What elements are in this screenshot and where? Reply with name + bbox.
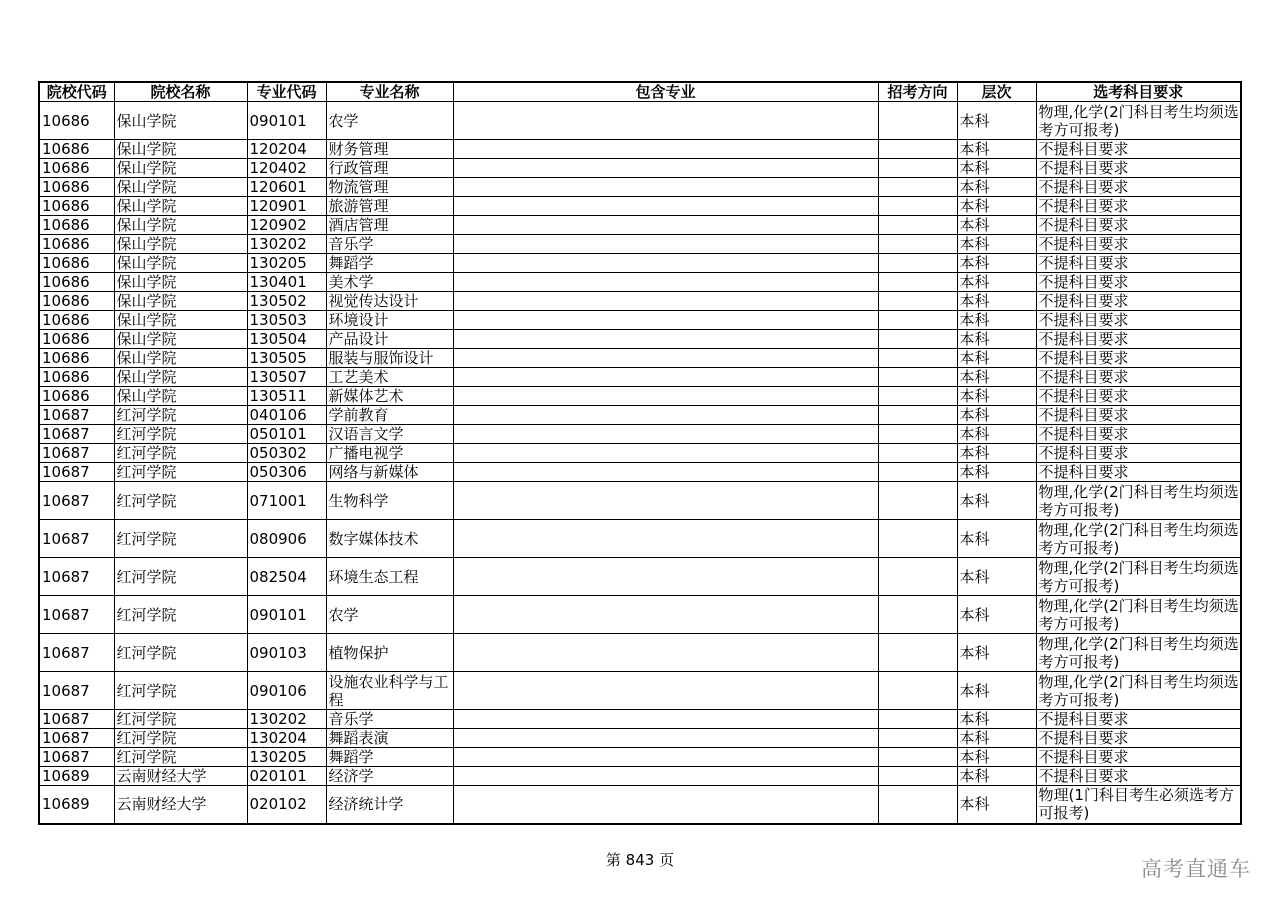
direction-cell: [878, 786, 957, 824]
school-code-cell: 10686: [39, 273, 114, 292]
included-majors-cell: [453, 672, 878, 710]
table-row: [39, 102, 1241, 140]
table-row: [39, 710, 1241, 729]
school-code-cell: 10687: [39, 710, 114, 729]
subject-requirement-cell: 不提科目要求: [1036, 349, 1241, 368]
major-code-cell: 130503: [247, 311, 326, 330]
major-name-cell: 环境设计: [326, 311, 453, 330]
major-name-cell: 行政管理: [326, 159, 453, 178]
school-code-cell: 10686: [39, 178, 114, 197]
included-majors-cell: [453, 368, 878, 387]
included-majors-cell: [453, 596, 878, 634]
major-code-cell: 120902: [247, 216, 326, 235]
major-code-cell: 082504: [247, 558, 326, 596]
school-name-cell: 红河学院: [114, 444, 247, 463]
subject-requirement-cell: 不提科目要求: [1036, 159, 1241, 178]
included-majors-cell: [453, 729, 878, 748]
level-cell: 本科: [957, 140, 1036, 159]
school-name-cell: 红河学院: [114, 520, 247, 558]
major-name-cell: 产品设计: [326, 330, 453, 349]
major-name-cell: 汉语言文学: [326, 425, 453, 444]
level-cell: 本科: [957, 368, 1036, 387]
direction-cell: [878, 273, 957, 292]
column-header: 专业代码: [247, 82, 326, 102]
major-name-cell: 经济统计学: [326, 786, 453, 824]
included-majors-cell: [453, 102, 878, 140]
school-name-cell: 云南财经大学: [114, 767, 247, 786]
school-name-cell: 红河学院: [114, 748, 247, 767]
table-row: [39, 406, 1241, 425]
included-majors-cell: [453, 710, 878, 729]
table-row: [39, 235, 1241, 254]
school-name-cell: 红河学院: [114, 729, 247, 748]
table-row: [39, 330, 1241, 349]
school-name-cell: 保山学院: [114, 178, 247, 197]
level-cell: 本科: [957, 235, 1036, 254]
level-cell: 本科: [957, 463, 1036, 482]
major-name-cell: 经济学: [326, 767, 453, 786]
school-name-cell: 保山学院: [114, 273, 247, 292]
major-name-cell: 物流管理: [326, 178, 453, 197]
direction-cell: [878, 292, 957, 311]
major-code-cell: 090103: [247, 634, 326, 672]
school-name-cell: 保山学院: [114, 349, 247, 368]
major-code-cell: 130507: [247, 368, 326, 387]
direction-cell: [878, 767, 957, 786]
level-cell: 本科: [957, 311, 1036, 330]
direction-cell: [878, 368, 957, 387]
school-name-cell: 保山学院: [114, 235, 247, 254]
subject-requirement-cell: 不提科目要求: [1036, 178, 1241, 197]
subject-requirement-cell: 物理,化学(2门科目考生均须选考方可报考): [1036, 558, 1241, 596]
major-name-cell: 工艺美术: [326, 368, 453, 387]
page-number: 第 843 页: [605, 851, 675, 869]
table-row: [39, 425, 1241, 444]
school-name-cell: 红河学院: [114, 634, 247, 672]
direction-cell: [878, 444, 957, 463]
subject-requirement-cell: 物理,化学(2门科目考生均须选考方可报考): [1036, 596, 1241, 634]
included-majors-cell: [453, 406, 878, 425]
major-name-cell: 农学: [326, 596, 453, 634]
subject-requirement-cell: 不提科目要求: [1036, 425, 1241, 444]
school-name-cell: 保山学院: [114, 140, 247, 159]
table-row: [39, 558, 1241, 596]
direction-cell: [878, 140, 957, 159]
school-code-cell: 10687: [39, 748, 114, 767]
school-code-cell: 10687: [39, 425, 114, 444]
level-cell: 本科: [957, 102, 1036, 140]
major-code-cell: 020102: [247, 786, 326, 824]
direction-cell: [878, 425, 957, 444]
school-name-cell: 保山学院: [114, 102, 247, 140]
school-code-cell: 10686: [39, 159, 114, 178]
subject-requirement-cell: 不提科目要求: [1036, 235, 1241, 254]
major-code-cell: 050306: [247, 463, 326, 482]
school-code-cell: 10687: [39, 729, 114, 748]
major-name-cell: 财务管理: [326, 140, 453, 159]
major-code-cell: 120601: [247, 178, 326, 197]
school-code-cell: 10687: [39, 558, 114, 596]
level-cell: 本科: [957, 387, 1036, 406]
included-majors-cell: [453, 216, 878, 235]
table-row: [39, 178, 1241, 197]
included-majors-cell: [453, 634, 878, 672]
subject-requirement-cell: 物理,化学(2门科目考生均须选考方可报考): [1036, 672, 1241, 710]
direction-cell: [878, 216, 957, 235]
school-code-cell: 10686: [39, 387, 114, 406]
level-cell: 本科: [957, 672, 1036, 710]
major-code-cell: 120204: [247, 140, 326, 159]
direction-cell: [878, 159, 957, 178]
level-cell: 本科: [957, 729, 1036, 748]
major-code-cell: 090106: [247, 672, 326, 710]
table-row: [39, 463, 1241, 482]
school-name-cell: 红河学院: [114, 425, 247, 444]
level-cell: 本科: [957, 596, 1036, 634]
direction-cell: [878, 672, 957, 710]
table-row: [39, 368, 1241, 387]
school-name-cell: 保山学院: [114, 216, 247, 235]
school-name-cell: 保山学院: [114, 292, 247, 311]
subject-requirement-cell: 不提科目要求: [1036, 254, 1241, 273]
level-cell: 本科: [957, 786, 1036, 824]
school-name-cell: 红河学院: [114, 710, 247, 729]
school-code-cell: 10687: [39, 634, 114, 672]
school-code-cell: 10686: [39, 311, 114, 330]
level-cell: 本科: [957, 520, 1036, 558]
direction-cell: [878, 558, 957, 596]
table-row: [39, 197, 1241, 216]
school-code-cell: 10689: [39, 767, 114, 786]
level-cell: 本科: [957, 197, 1036, 216]
major-code-cell: 130202: [247, 710, 326, 729]
included-majors-cell: [453, 482, 878, 520]
school-code-cell: 10687: [39, 444, 114, 463]
table-row: [39, 634, 1241, 672]
school-code-cell: 10686: [39, 368, 114, 387]
major-code-cell: 080906: [247, 520, 326, 558]
table-row: [39, 786, 1241, 824]
table-row: [39, 311, 1241, 330]
included-majors-cell: [453, 748, 878, 767]
subject-requirement-cell: 不提科目要求: [1036, 216, 1241, 235]
direction-cell: [878, 102, 957, 140]
included-majors-cell: [453, 767, 878, 786]
major-name-cell: 环境生态工程: [326, 558, 453, 596]
major-name-cell: 农学: [326, 102, 453, 140]
level-cell: 本科: [957, 558, 1036, 596]
level-cell: 本科: [957, 444, 1036, 463]
column-header: 专业名称: [326, 82, 453, 102]
included-majors-cell: [453, 235, 878, 254]
table-row: [39, 444, 1241, 463]
major-code-cell: 120402: [247, 159, 326, 178]
subject-requirement-cell: 不提科目要求: [1036, 311, 1241, 330]
school-code-cell: 10687: [39, 672, 114, 710]
direction-cell: [878, 482, 957, 520]
column-header: 院校名称: [114, 82, 247, 102]
school-code-cell: 10687: [39, 406, 114, 425]
level-cell: 本科: [957, 178, 1036, 197]
school-name-cell: 红河学院: [114, 596, 247, 634]
included-majors-cell: [453, 330, 878, 349]
subject-requirement-cell: 不提科目要求: [1036, 368, 1241, 387]
table-row: [39, 520, 1241, 558]
included-majors-cell: [453, 178, 878, 197]
included-majors-cell: [453, 311, 878, 330]
major-name-cell: 数字媒体技术: [326, 520, 453, 558]
subject-requirement-cell: 不提科目要求: [1036, 406, 1241, 425]
major-name-cell: 美术学: [326, 273, 453, 292]
table-row: [39, 292, 1241, 311]
level-cell: 本科: [957, 710, 1036, 729]
table-row: [39, 596, 1241, 634]
table-row: [39, 672, 1241, 710]
major-name-cell: 旅游管理: [326, 197, 453, 216]
level-cell: 本科: [957, 349, 1036, 368]
major-code-cell: 130505: [247, 349, 326, 368]
major-name-cell: 舞蹈学: [326, 254, 453, 273]
level-cell: 本科: [957, 216, 1036, 235]
level-cell: 本科: [957, 748, 1036, 767]
included-majors-cell: [453, 273, 878, 292]
major-name-cell: 舞蹈表演: [326, 729, 453, 748]
school-code-cell: 10689: [39, 786, 114, 824]
subject-requirement-cell: 不提科目要求: [1036, 387, 1241, 406]
major-code-cell: 130205: [247, 748, 326, 767]
table-row: [39, 159, 1241, 178]
direction-cell: [878, 634, 957, 672]
subject-requirement-cell: 物理,化学(2门科目考生均须选考方可报考): [1036, 634, 1241, 672]
included-majors-cell: [453, 520, 878, 558]
major-name-cell: 舞蹈学: [326, 748, 453, 767]
included-majors-cell: [453, 786, 878, 824]
major-name-cell: 酒店管理: [326, 216, 453, 235]
school-code-cell: 10686: [39, 349, 114, 368]
school-name-cell: 保山学院: [114, 254, 247, 273]
direction-cell: [878, 406, 957, 425]
major-code-cell: 130511: [247, 387, 326, 406]
school-name-cell: 红河学院: [114, 406, 247, 425]
school-name-cell: 保山学院: [114, 330, 247, 349]
subject-requirement-cell: 不提科目要求: [1036, 710, 1241, 729]
school-code-cell: 10686: [39, 235, 114, 254]
direction-cell: [878, 254, 957, 273]
column-header: 院校代码: [39, 82, 114, 102]
table-row: [39, 273, 1241, 292]
direction-cell: [878, 729, 957, 748]
major-code-cell: 130502: [247, 292, 326, 311]
direction-cell: [878, 520, 957, 558]
major-name-cell: 设施农业科学与工程: [326, 672, 453, 710]
level-cell: 本科: [957, 767, 1036, 786]
school-name-cell: 保山学院: [114, 311, 247, 330]
major-code-cell: 050302: [247, 444, 326, 463]
major-code-cell: 071001: [247, 482, 326, 520]
included-majors-cell: [453, 463, 878, 482]
level-cell: 本科: [957, 292, 1036, 311]
major-name-cell: 网络与新媒体: [326, 463, 453, 482]
major-code-cell: 130205: [247, 254, 326, 273]
subject-requirement-cell: 不提科目要求: [1036, 729, 1241, 748]
major-code-cell: 050101: [247, 425, 326, 444]
level-cell: 本科: [957, 273, 1036, 292]
major-name-cell: 生物科学: [326, 482, 453, 520]
table-row: [39, 767, 1241, 786]
major-code-cell: 130504: [247, 330, 326, 349]
major-name-cell: 学前教育: [326, 406, 453, 425]
major-name-cell: 视觉传达设计: [326, 292, 453, 311]
major-name-cell: 音乐学: [326, 710, 453, 729]
column-header: 选考科目要求: [1036, 82, 1241, 102]
direction-cell: [878, 349, 957, 368]
school-name-cell: 红河学院: [114, 558, 247, 596]
subject-requirement-cell: 物理,化学(2门科目考生均须选考方可报考): [1036, 102, 1241, 140]
level-cell: 本科: [957, 482, 1036, 520]
included-majors-cell: [453, 425, 878, 444]
major-name-cell: 植物保护: [326, 634, 453, 672]
school-code-cell: 10686: [39, 216, 114, 235]
school-code-cell: 10686: [39, 254, 114, 273]
table-row: [39, 140, 1241, 159]
admission-table: [38, 81, 1242, 825]
included-majors-cell: [453, 159, 878, 178]
major-code-cell: 040106: [247, 406, 326, 425]
subject-requirement-cell: 不提科目要求: [1036, 463, 1241, 482]
column-header: 层次: [957, 82, 1036, 102]
school-code-cell: 10686: [39, 140, 114, 159]
school-code-cell: 10686: [39, 197, 114, 216]
school-code-cell: 10687: [39, 482, 114, 520]
school-code-cell: 10686: [39, 102, 114, 140]
included-majors-cell: [453, 349, 878, 368]
subject-requirement-cell: 不提科目要求: [1036, 273, 1241, 292]
table-row: [39, 254, 1241, 273]
table-row: [39, 216, 1241, 235]
major-code-cell: 120901: [247, 197, 326, 216]
direction-cell: [878, 311, 957, 330]
major-code-cell: 130204: [247, 729, 326, 748]
subject-requirement-cell: 不提科目要求: [1036, 292, 1241, 311]
major-code-cell: 130401: [247, 273, 326, 292]
subject-requirement-cell: 不提科目要求: [1036, 197, 1241, 216]
included-majors-cell: [453, 292, 878, 311]
included-majors-cell: [453, 558, 878, 596]
table-header-row: [39, 82, 1241, 102]
school-name-cell: 保山学院: [114, 368, 247, 387]
direction-cell: [878, 596, 957, 634]
major-name-cell: 广播电视学: [326, 444, 453, 463]
column-header: 招考方向: [878, 82, 957, 102]
subject-requirement-cell: 不提科目要求: [1036, 748, 1241, 767]
included-majors-cell: [453, 140, 878, 159]
direction-cell: [878, 178, 957, 197]
major-code-cell: 090101: [247, 596, 326, 634]
subject-requirement-cell: 不提科目要求: [1036, 330, 1241, 349]
direction-cell: [878, 235, 957, 254]
direction-cell: [878, 387, 957, 406]
school-name-cell: 红河学院: [114, 463, 247, 482]
table-row: [39, 387, 1241, 406]
included-majors-cell: [453, 197, 878, 216]
school-name-cell: 红河学院: [114, 672, 247, 710]
school-code-cell: 10686: [39, 330, 114, 349]
included-majors-cell: [453, 444, 878, 463]
watermark-logo-text: 高考直通车: [1141, 857, 1251, 881]
school-name-cell: 保山学院: [114, 159, 247, 178]
school-code-cell: 10687: [39, 596, 114, 634]
subject-requirement-cell: 不提科目要求: [1036, 767, 1241, 786]
direction-cell: [878, 330, 957, 349]
included-majors-cell: [453, 387, 878, 406]
school-code-cell: 10687: [39, 463, 114, 482]
direction-cell: [878, 710, 957, 729]
subject-requirement-cell: 物理(1门科目考生必须选考方可报考): [1036, 786, 1241, 824]
subject-requirement-cell: 不提科目要求: [1036, 140, 1241, 159]
subject-requirement-cell: 物理,化学(2门科目考生均须选考方可报考): [1036, 520, 1241, 558]
major-code-cell: 130202: [247, 235, 326, 254]
included-majors-cell: [453, 254, 878, 273]
table-row: [39, 729, 1241, 748]
major-code-cell: 020101: [247, 767, 326, 786]
level-cell: 本科: [957, 634, 1036, 672]
column-header: 包含专业: [453, 82, 878, 102]
level-cell: 本科: [957, 425, 1036, 444]
direction-cell: [878, 748, 957, 767]
subject-requirement-cell: 物理,化学(2门科目考生均须选考方可报考): [1036, 482, 1241, 520]
table-row: [39, 349, 1241, 368]
major-name-cell: 服装与服饰设计: [326, 349, 453, 368]
major-code-cell: 090101: [247, 102, 326, 140]
level-cell: 本科: [957, 254, 1036, 273]
school-name-cell: 云南财经大学: [114, 786, 247, 824]
school-name-cell: 保山学院: [114, 197, 247, 216]
major-name-cell: 音乐学: [326, 235, 453, 254]
level-cell: 本科: [957, 330, 1036, 349]
level-cell: 本科: [957, 159, 1036, 178]
major-name-cell: 新媒体艺术: [326, 387, 453, 406]
direction-cell: [878, 463, 957, 482]
table-row: [39, 482, 1241, 520]
table-row: [39, 748, 1241, 767]
direction-cell: [878, 197, 957, 216]
school-code-cell: 10687: [39, 520, 114, 558]
school-code-cell: 10686: [39, 292, 114, 311]
level-cell: 本科: [957, 406, 1036, 425]
table-body: [39, 102, 1241, 824]
school-name-cell: 保山学院: [114, 387, 247, 406]
school-name-cell: 红河学院: [114, 482, 247, 520]
subject-requirement-cell: 不提科目要求: [1036, 444, 1241, 463]
